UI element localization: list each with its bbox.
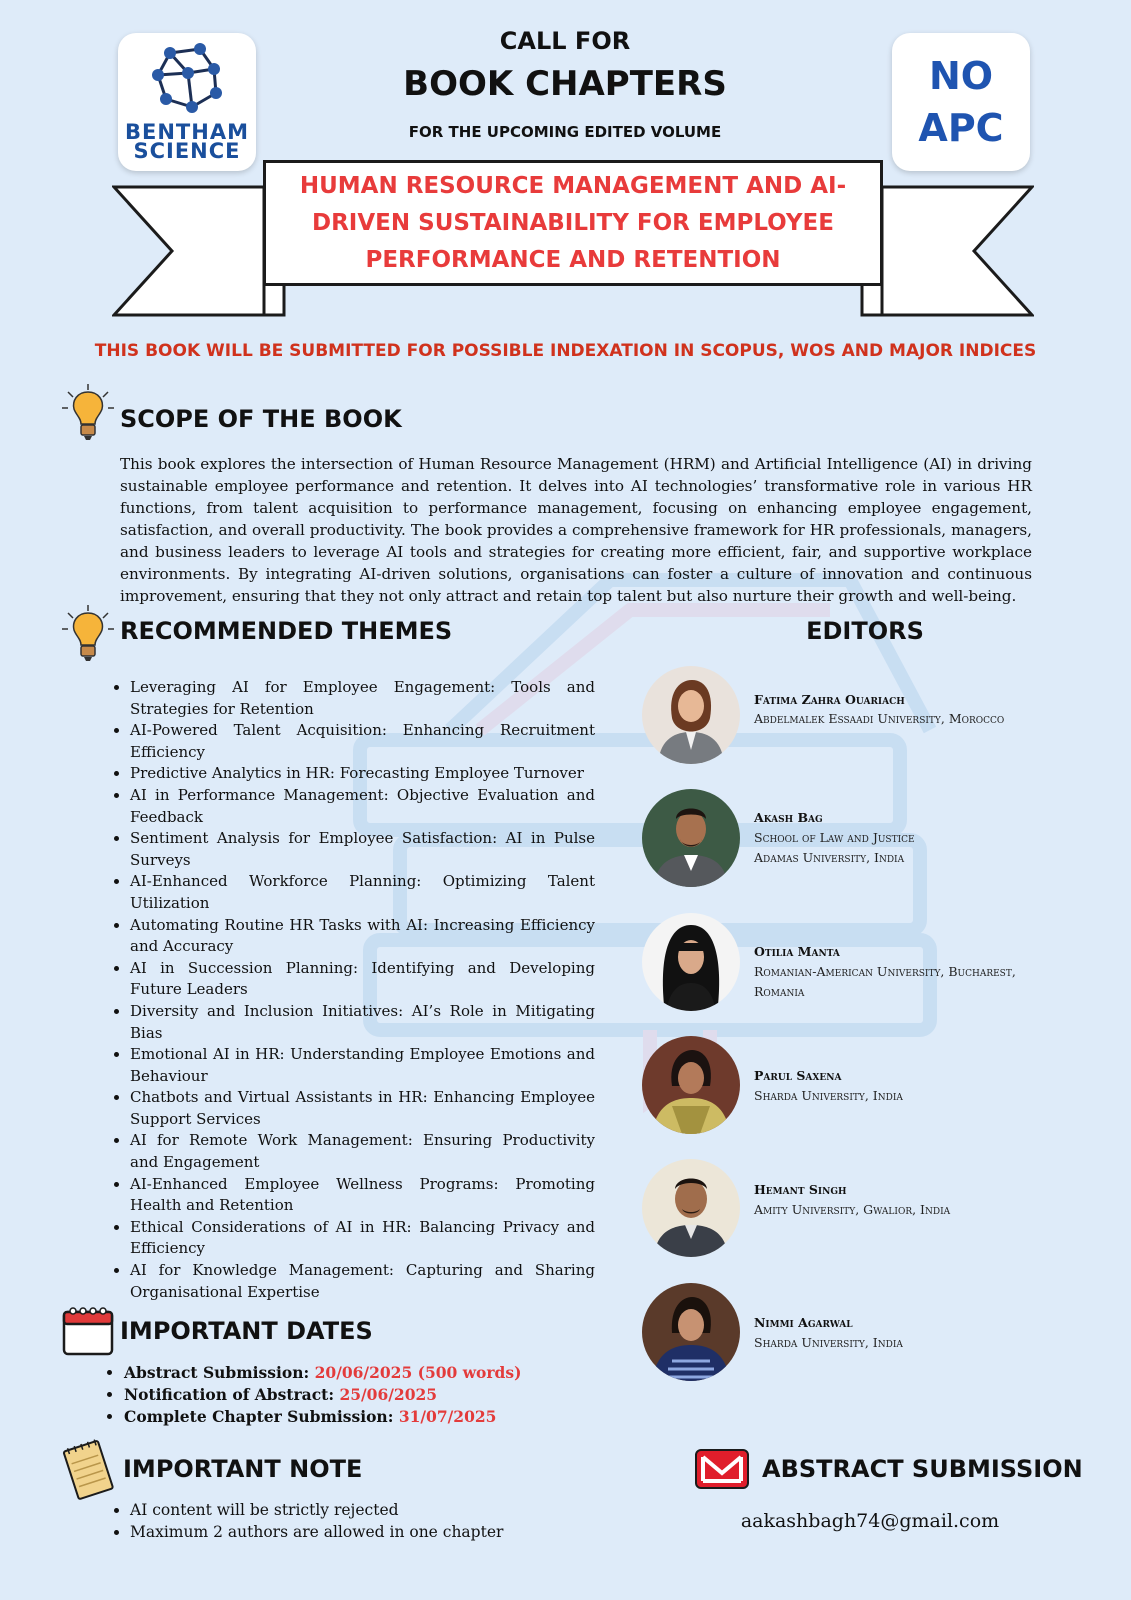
publisher-name-line1: BENTHAM (125, 120, 249, 144)
molecule-icon (148, 43, 226, 115)
list-item: • Predictive Analytics in HR: Forecasting Employee Turnover (130, 763, 595, 785)
editor-photo (642, 913, 740, 1011)
publisher-logo (118, 33, 256, 171)
themes-title: RECOMMENDED THEMES (120, 617, 453, 645)
list-item: • AI for Knowledge Management: Capturing and Sharing Organisational Expertise (130, 1260, 595, 1303)
note-title: IMPORTANT NOTE (123, 1455, 363, 1483)
indexation-notice: THIS BOOK WILL BE SUBMITTED FOR POSSIBLE INDEXATION IN SCOPUS, WOS AND MAJOR INDICES (94, 341, 1037, 361)
list-item: • Sentiment Analysis for Employee Satisfaction: AI in Pulse Surveys (130, 828, 595, 871)
editor-photo (642, 789, 740, 887)
editor-name: Fatima Zahra Ouariach (754, 692, 905, 707)
editor-photo (642, 1283, 740, 1381)
apc-line2: APC (918, 106, 1004, 150)
scope-title: SCOPE OF THE BOOK (120, 405, 402, 433)
editor-name: Nimmi Agarwal (754, 1315, 853, 1330)
call-for-heading: CALL FOR (499, 27, 631, 55)
dates-title: IMPORTANT DATES (120, 1317, 373, 1345)
date-label: Abstract Submission: (124, 1363, 310, 1382)
dates-list (104, 1362, 521, 1428)
editor-photo (642, 1159, 740, 1257)
list-item (124, 1406, 521, 1428)
editor-name: Otilia Manta (754, 944, 840, 959)
list-item: • Leveraging AI for Employee Engagement: Tools and Strategies for Retention (130, 677, 595, 720)
lightbulb-icon (60, 603, 116, 663)
list-item: • Ethical Considerations of AI in HR: Balancing Privacy and Efficiency (130, 1217, 595, 1260)
list-item (124, 1384, 521, 1406)
list-item: • AI-Enhanced Employee Wellness Programs: Promoting Health and Retention (130, 1174, 595, 1217)
editor-affiliation: Sharda University, India (754, 1335, 903, 1350)
list-item: • Maximum 2 authors are allowed in one chapter (130, 1521, 503, 1543)
editor-name: Parul Saxena (754, 1068, 842, 1083)
editor-affiliation: School of Law and Justice (754, 830, 915, 845)
date-value: 20/06/2025 (500 words) (314, 1363, 522, 1382)
list-item: • Chatbots and Virtual Assistants in HR: Enhancing Employee Support Services (130, 1087, 595, 1130)
submission-title: ABSTRACT SUBMISSION (762, 1455, 1083, 1483)
list-item: • AI content will be strictly rejected (130, 1499, 503, 1521)
apc-line1: NO (928, 54, 994, 98)
editors-title: EDITORS (806, 617, 924, 645)
editor-name: Akash Bag (754, 810, 823, 825)
scope-paragraph: This book explores the intersection of Human Resource Management (HRM) and Artificial Intelligence (AI) in driving sustainable employee performance and retention. It delves into AI technologies’ transformative role in various HR functions, from talent acquisition to performance management, focusing on enhancing employee engagement, satisfaction, and overall productivity. The book provides a comprehensive framework for HR professionals, managers, and business leaders to leverage AI tools and strategies for creating more efficient, fair, and supportive workplace environments. By integrating AI-driven solutions, organisations can foster a culture of innovation and continuous improvement, ensuring that they not only attract and retain top talent but also nurture their growth and well-being. (120, 455, 1032, 605)
list-item: • AI in Succession Planning: Identifying and Developing Future Leaders (130, 958, 595, 1001)
editor-affiliation: Abdelmalek Essaadi University, Morocco (754, 711, 1005, 726)
editor-affiliation: Romanian-American University, Bucharest, Romania (754, 964, 1016, 999)
date-value: 31/07/2025 (398, 1407, 497, 1426)
notepad-icon (60, 1437, 116, 1501)
list-item: • Emotional AI in HR: Understanding Employee Emotions and Behaviour (130, 1044, 595, 1087)
edited-volume-subtitle: FOR THE UPCOMING EDITED VOLUME (408, 123, 722, 141)
date-label: Complete Chapter Submission: (124, 1407, 394, 1426)
editor-affiliation: Amity University, Gwalior, India (754, 1202, 951, 1217)
themes-list (110, 677, 595, 1303)
book-chapters-heading: BOOK CHAPTERS (403, 64, 727, 104)
list-item: • AI-Enhanced Workforce Planning: Optimizing Talent Utilization (130, 871, 595, 914)
submission-email[interactable]: aakashbagh74@gmail.com (740, 1510, 1000, 1532)
editor-affiliation: Sharda University, India (754, 1088, 903, 1103)
list-item: • Automating Routine HR Tasks with AI: Increasing Efficiency and Accuracy (130, 915, 595, 958)
editor-photo (642, 666, 740, 764)
list-item: • Diversity and Inclusion Initiatives: AI’s Role in Mitigating Bias (130, 1001, 595, 1044)
list-item: • AI for Remote Work Management: Ensuring Productivity and Engagement (130, 1130, 595, 1173)
list-item: • AI-Powered Talent Acquisition: Enhancing Recruitment Efficiency (130, 720, 595, 763)
editor-photo (642, 1036, 740, 1134)
no-apc-badge (892, 33, 1030, 171)
list-item: • AI in Performance Management: Objective Evaluation and Feedback (130, 785, 595, 828)
mail-icon (694, 1448, 750, 1490)
calendar-icon (62, 1306, 114, 1356)
lightbulb-icon (60, 382, 116, 442)
editor-name: Hemant Singh (754, 1182, 847, 1197)
list-item (124, 1362, 521, 1384)
date-value: 25/06/2025 (339, 1385, 438, 1404)
date-label: Notification of Abstract: (124, 1385, 335, 1404)
book-title: HUMAN RESOURCE MANAGEMENT AND AI-DRIVEN SUSTAINABILITY FOR EMPLOYEE PERFORMANCE AND RETENTION (263, 160, 883, 286)
editor-affiliation: Adamas University, India (754, 850, 905, 865)
notes-list (110, 1499, 503, 1543)
publisher-name-line2: SCIENCE (133, 139, 241, 163)
